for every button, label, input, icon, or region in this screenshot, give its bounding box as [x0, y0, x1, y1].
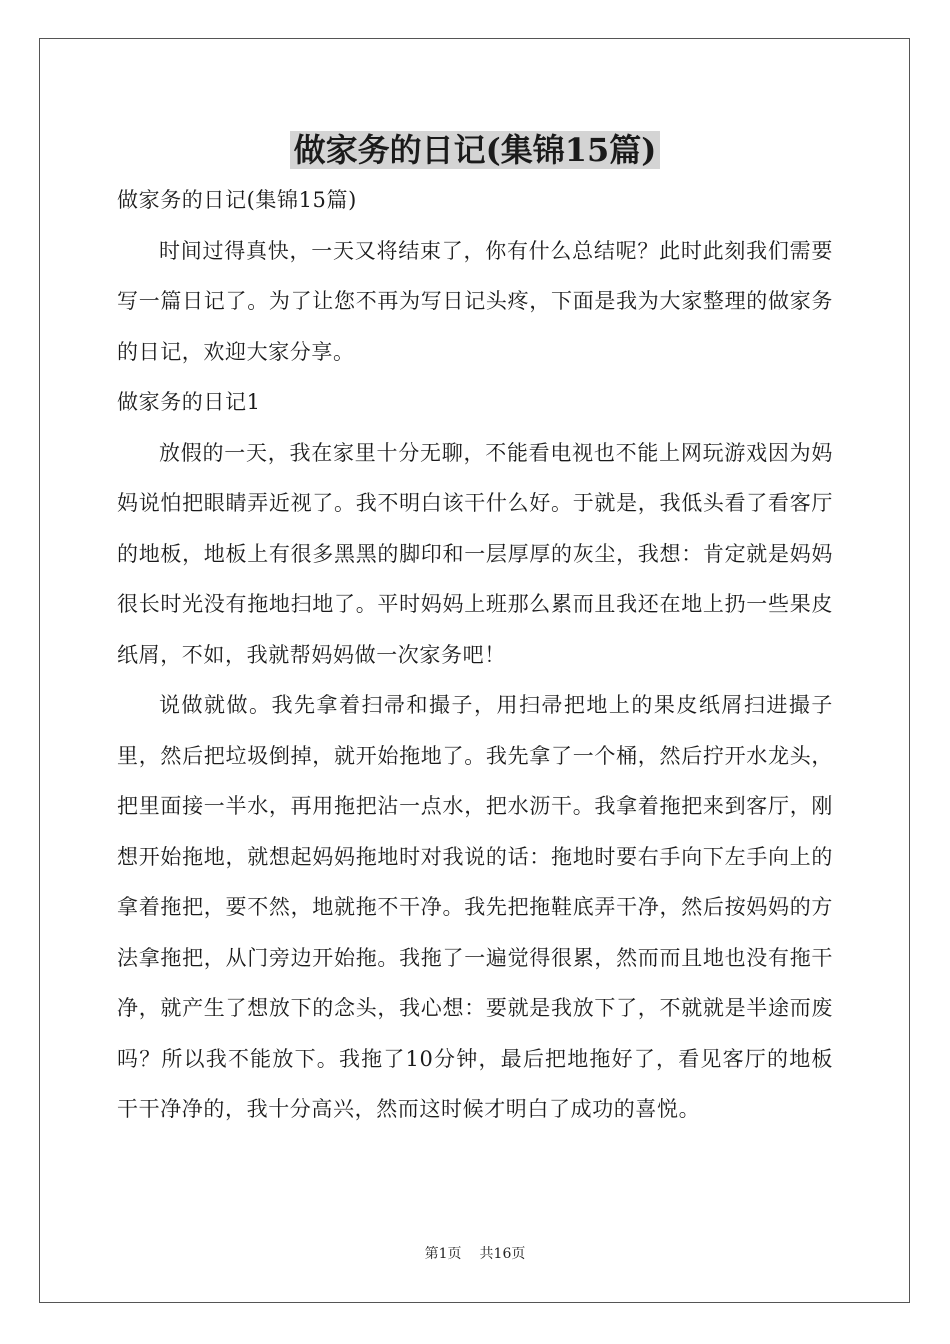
section-heading: 做家务的日记1: [117, 390, 261, 414]
page-total: 共16页: [479, 1246, 526, 1262]
document-body: [117, 175, 833, 1135]
page-number: 第1页: [424, 1246, 462, 1262]
document-title: [0, 128, 950, 172]
body-paragraph: 放假的一天，我在家里十分无聊，不能看电视也不能上网玩游戏因为妈妈说怕把眼睛弄近视了。我不明白该干什么好。于就是，我低头看了看客厅的地板，地板上有很多黑黑的脚印和一层厚厚的灰尘，我想：肯定就是妈妈很长时光没有拖地扫地了。平时妈妈上班那么累而且我还在地上扔一些果皮纸屑，不如，我就帮妈妈做一次家务吧！: [117, 440, 833, 667]
subtitle-heading: 做家务的日记(集锦15篇): [117, 188, 357, 212]
document-title-text: 做家务的日记(集锦15篇): [290, 131, 661, 169]
body-paragraph: 说做就做。我先拿着扫帚和撮子，用扫帚把地上的果皮纸屑扫进撮子里，然后把垃圾倒掉，就开始拖地了。我先拿了一个桶，然后拧开水龙头，把里面接一半水，再用拖把沾一点水，把水沥干。我拿着拖把来到客厅，刚想开始拖地，就想起妈妈拖地时对我说的话：拖地时要右手向下左手向上的拿着拖把，要不然，地就拖不干净。我先把拖鞋底弄干净，然后按妈妈的方法拿拖把，从门旁边开始拖。我拖了一遍觉得很累，然而而且地也没有拖干净，就产生了想放下的念头，我心想：要就是我放下了，不就就是半途而废吗？所以我不能放下。我拖了10分钟，最后把地拖好了，看见客厅的地板干干净净的，我十分高兴，然而这时候才明白了成功的喜悦。: [117, 693, 833, 1121]
intro-paragraph: 时间过得真快，一天又将结束了，你有什么总结呢？此时此刻我们需要写一篇日记了。为了让您不再为写日记头疼，下面是我为大家整理的做家务的日记，欢迎大家分享。: [117, 238, 833, 364]
page-footer: [0, 1244, 950, 1264]
